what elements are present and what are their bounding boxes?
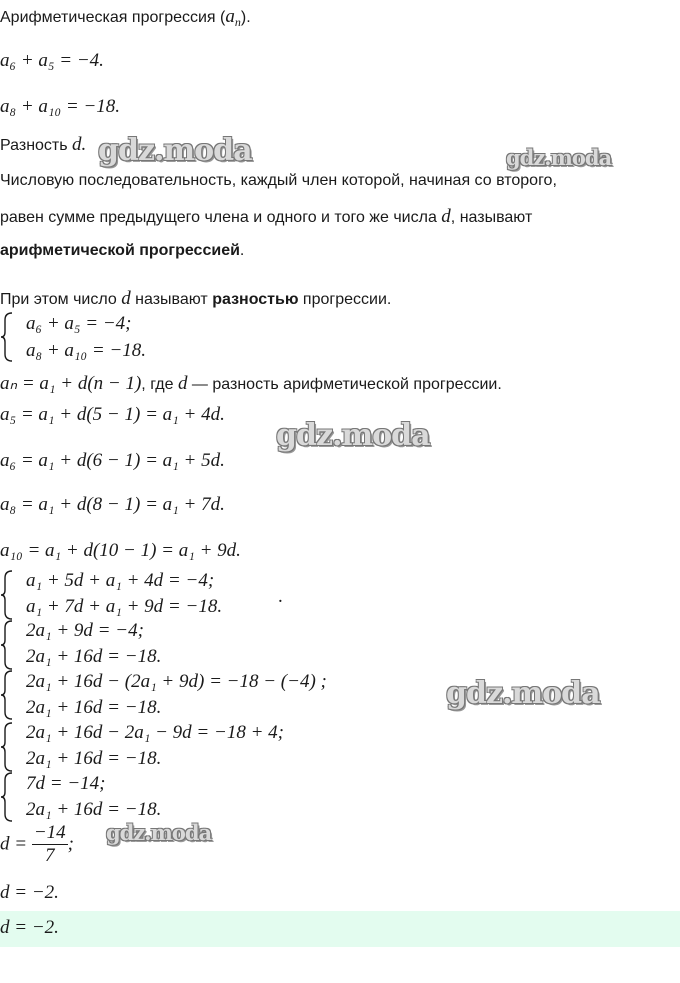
fraction-post: ; xyxy=(67,833,74,855)
system-brace-2 xyxy=(0,570,14,620)
def-var: d xyxy=(441,206,451,227)
fraction-denominator: 7 xyxy=(44,845,55,866)
system-brace-3 xyxy=(0,620,14,670)
fraction-line xyxy=(0,822,74,867)
def-pre: равен сумме предыдущего члена и одного и того же числа xyxy=(0,209,442,226)
system-brace-4 xyxy=(0,670,14,720)
problem-title xyxy=(0,6,251,28)
watermark-logo-5: gdz.moda xyxy=(106,820,212,845)
difference-line xyxy=(0,288,391,310)
system4-eq-2: 2a₁ + 16d = −18. xyxy=(26,697,162,718)
expansion-a10: a₁₀ = a₁ + d(10 − 1) = a₁ + 9d. xyxy=(0,540,241,561)
diff-post: прогрессии. xyxy=(298,291,392,308)
fraction-lhs: d = xyxy=(0,833,32,855)
system6-eq-2: 2a₁ + 16d = −18. xyxy=(26,799,162,820)
formula-text: , где xyxy=(141,376,178,393)
expansion-a6: a₆ = a₁ + d(6 − 1) = a₁ + 5d. xyxy=(0,450,225,471)
definition-line-3 xyxy=(0,242,244,260)
title-suffix: ). xyxy=(240,9,251,26)
system5-eq-1: 2a₁ + 16d − 2a₁ − 9d = −18 + 4; xyxy=(26,722,284,743)
given-1: a₆ + a₅ = −4. xyxy=(0,50,104,71)
answer-text: d = −2. xyxy=(0,917,59,938)
formula-var: d xyxy=(177,373,188,394)
title-text: Арифметическая прогрессия ( xyxy=(0,9,226,26)
system-brace-5 xyxy=(0,722,14,772)
find-var: d. xyxy=(72,134,87,155)
definition-line-2 xyxy=(0,206,532,228)
fraction-numerator: −14 xyxy=(33,822,66,843)
title-sub: n xyxy=(234,15,241,29)
formula-post: — разность арифметической прогрессии. xyxy=(187,376,502,393)
system2-eq-1: a₁ + 5d + a₁ + 4d = −4; xyxy=(26,570,215,591)
find-text: Разность xyxy=(0,137,73,154)
expansion-a5: a₅ = a₁ + d(5 − 1) = a₁ + 4d. xyxy=(0,404,225,425)
definition-line-1: Числовую последовательность, каждый член которой, начиная со второго, xyxy=(0,172,557,189)
term-difference: разностью xyxy=(212,291,299,308)
watermark-logo-4: gdz.moda xyxy=(446,676,600,711)
expansion-a8: a₈ = a₁ + d(8 − 1) = a₁ + 7d. xyxy=(0,494,225,515)
watermark-logo-3: gdz.moda xyxy=(276,418,430,453)
system1-eq-1: a₆ + a₅ = −4; xyxy=(26,313,132,334)
diff-var: d xyxy=(121,288,131,309)
system4-eq-1: 2a₁ + 16d − (2a₁ + 9d) = −18 − (−4) ; xyxy=(26,671,327,692)
find-label xyxy=(0,134,86,156)
term-arithmetic-progression: арифметической прогрессией xyxy=(0,242,240,259)
system-brace-6 xyxy=(0,772,14,822)
answer-box xyxy=(0,911,680,947)
fraction xyxy=(32,822,68,867)
watermark-logo-1: gdz.moda xyxy=(98,133,252,168)
def-post: , называют xyxy=(450,209,533,226)
def-end: . xyxy=(239,242,245,259)
system5-eq-2: 2a₁ + 16d = −18. xyxy=(26,748,162,769)
result: d = −2. xyxy=(0,882,59,903)
system-brace-1 xyxy=(0,312,14,362)
system3-eq-2: 2a₁ + 16d = −18. xyxy=(26,646,162,667)
system1-eq-2: a₈ + a₁₀ = −18. xyxy=(26,340,147,361)
formula-math: aₙ = a₁ + d(n − 1) xyxy=(0,373,142,394)
given-2: a₈ + a₁₀ = −18. xyxy=(0,96,121,117)
watermark-logo-2: gdz.moda xyxy=(506,145,612,170)
diff-mid: называют xyxy=(130,291,213,308)
diff-pre: При этом число xyxy=(0,291,122,308)
stray-dot: . xyxy=(278,586,283,607)
system6-eq-1: 7d = −14; xyxy=(26,773,106,794)
general-formula xyxy=(0,372,502,395)
title-var: a xyxy=(225,6,235,27)
system2-eq-2: a₁ + 7d + a₁ + 9d = −18. xyxy=(26,596,223,617)
system3-eq-1: 2a₁ + 9d = −4; xyxy=(26,620,144,641)
